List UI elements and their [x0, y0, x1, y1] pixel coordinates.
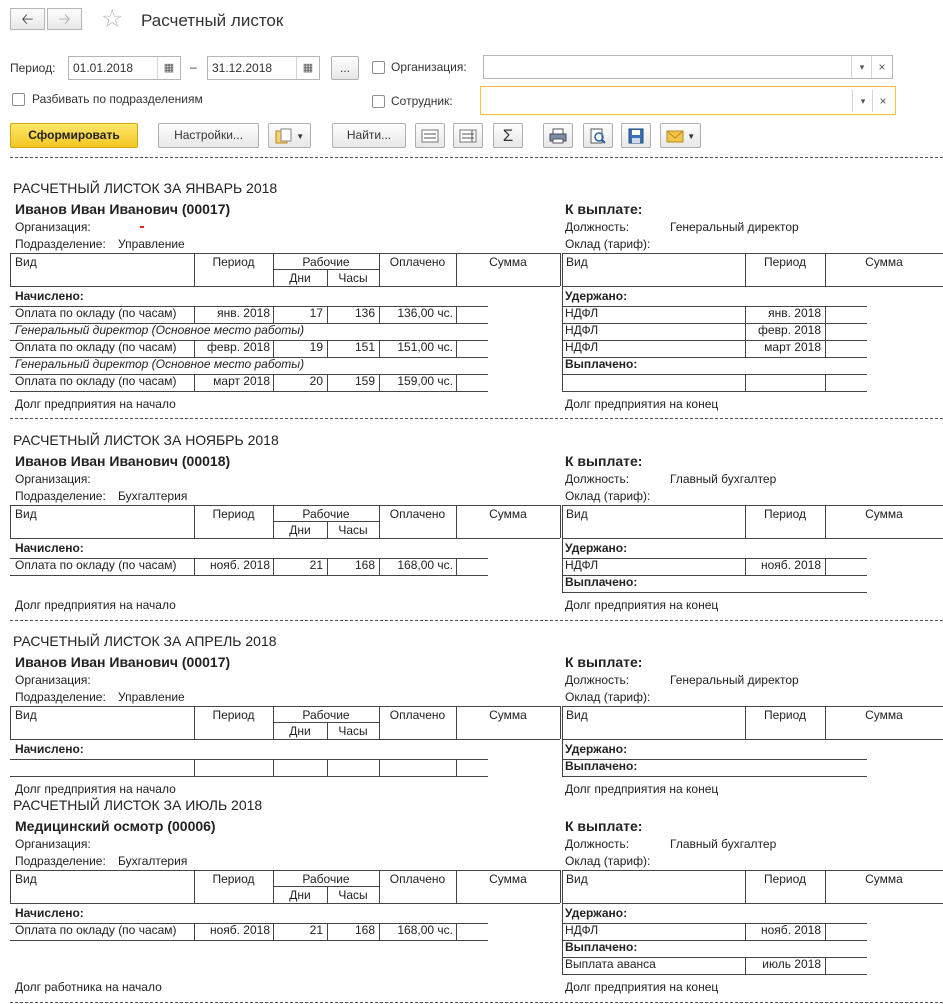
employee-name: Иванов Иван Иванович (00017) [15, 654, 231, 670]
debt-end-label: Долг предприятия на конец [565, 782, 719, 796]
split-by-department-label: Разбивать по подразделениям [32, 92, 203, 106]
accrual-period: март 2018 [213, 374, 270, 388]
table-border [194, 923, 195, 940]
find-button[interactable]: Найти... [332, 123, 406, 148]
slip-title: РАСЧЕТНЫЙ ЛИСТОК ЗА АПРЕЛЬ 2018 [13, 633, 277, 649]
table-border [562, 286, 563, 391]
debt-start-label: Долг предприятия на начало [15, 782, 176, 796]
department-value: Бухгалтерия [118, 489, 188, 503]
period-dash: – [190, 60, 197, 74]
table-border [560, 253, 561, 286]
accrual-period: нояб. 2018 [209, 558, 270, 572]
table-border [273, 886, 379, 887]
table-border [825, 323, 826, 340]
slip-title: РАСЧЕТНЫЙ ЛИСТОК ЗА ЯНВАРЬ 2018 [13, 180, 278, 196]
department-label: Подразделение: [15, 854, 106, 868]
page-separator [10, 418, 943, 419]
table-border [562, 592, 867, 593]
organization-input[interactable] [483, 55, 893, 79]
column-header: Сумма [489, 255, 527, 269]
position-value: Генеральный директор [670, 673, 799, 687]
debt-end-label: Долг предприятия на конец [565, 598, 719, 612]
table-border [194, 558, 195, 575]
table-border [10, 739, 560, 740]
date-to-value: 31.12.2018 [212, 61, 273, 75]
column-header: Сумма [865, 708, 903, 722]
table-border [562, 323, 867, 324]
to-pay-label: К выплате: [565, 818, 643, 834]
position-label: Должность: [565, 220, 630, 234]
column-header: Часы [338, 724, 368, 738]
table-border [327, 306, 328, 323]
table-border [562, 706, 563, 739]
column-header: Рабочие [302, 708, 350, 722]
accrual-kind: Оплата по окладу (по часам) [15, 306, 177, 320]
date-to-input[interactable] [207, 56, 320, 80]
table-border [10, 940, 488, 941]
table-border [379, 558, 380, 575]
department-value: Управление [118, 237, 185, 251]
table-border [745, 558, 746, 575]
column-header: Период [212, 507, 255, 521]
column-header: Сумма [489, 872, 527, 886]
accrual-hours: 168 [354, 923, 375, 937]
column-header: Период [212, 708, 255, 722]
accrual-paid: 159,00 чс. [397, 374, 453, 388]
table-border [562, 923, 867, 924]
envelope-icon [666, 129, 684, 143]
accrual-paid: 168,00 чс. [397, 923, 453, 937]
column-header: Дни [289, 523, 311, 537]
organization-label: Организация: [15, 673, 91, 687]
expand-groups-icon [459, 129, 477, 143]
print-preview-icon [589, 128, 607, 144]
paid-out-label: Выплачено: [565, 940, 638, 954]
position-label: Должность: [565, 472, 630, 486]
table-border [273, 269, 379, 270]
salary-label: Оклад (тариф): [565, 854, 651, 868]
withheld-label: Удержано: [565, 742, 628, 756]
department-label: Подразделение: [15, 489, 106, 503]
column-header: Часы [338, 271, 368, 285]
expand-groups-button[interactable] [453, 123, 483, 148]
deduction-kind: НДФЛ [565, 923, 599, 937]
organization-label: Организация: [15, 837, 91, 851]
calendar-icon[interactable]: ▦ [296, 57, 319, 79]
table-border [825, 340, 826, 357]
settings-button[interactable]: Настройки... [158, 123, 259, 148]
column-header: Часы [338, 888, 368, 902]
column-header: Период [763, 708, 807, 722]
table-border [456, 374, 457, 391]
department-label: Подразделение: [15, 237, 106, 251]
accrual-days: 21 [309, 558, 323, 572]
table-border [456, 340, 457, 357]
column-header: Вид [566, 507, 588, 521]
salary-label: Оклад (тариф): [565, 237, 651, 251]
table-border [379, 923, 380, 940]
sum-button[interactable]: Σ [493, 123, 523, 148]
deduction-kind: НДФЛ [565, 340, 599, 354]
star-icon[interactable]: ☆ [101, 5, 124, 33]
table-border [10, 776, 488, 777]
table-border [560, 706, 561, 739]
table-border [10, 870, 11, 903]
table-border [379, 374, 380, 391]
column-header: Вид [566, 708, 588, 722]
column-header: Вид [15, 708, 37, 722]
debt-end-label: Долг предприятия на конец [565, 397, 719, 411]
accrual-paid: 168,00 чс. [397, 558, 453, 572]
table-border [825, 374, 826, 391]
accrual-period: янв. 2018 [217, 306, 270, 320]
column-header: Оплачено [389, 708, 446, 722]
table-border [194, 306, 195, 323]
table-border [273, 521, 379, 522]
column-header: Сумма [489, 708, 527, 722]
paid-out-label: Выплачено: [565, 575, 638, 589]
table-border [562, 706, 943, 707]
paid-out-label: Выплачено: [565, 357, 638, 371]
payout-period: июль 2018 [762, 957, 821, 971]
page-title: Расчетный листок [141, 11, 284, 30]
table-border [194, 374, 195, 391]
column-header: Дни [289, 888, 311, 902]
table-border [562, 306, 867, 307]
slip-title: РАСЧЕТНЫЙ ЛИСТОК ЗА ИЮЛЬ 2018 [13, 797, 263, 813]
deduction-period: февр. 2018 [758, 323, 821, 337]
column-header: Оплачено [389, 255, 446, 269]
debt-start-label: Долг предприятия на начало [15, 397, 176, 411]
table-border [327, 558, 328, 575]
generate-button[interactable]: Сформировать [10, 123, 138, 148]
debt-end-label: Долг предприятия на конец [565, 980, 719, 994]
table-border [273, 923, 274, 940]
table-border [562, 505, 943, 506]
table-border [10, 706, 11, 739]
employee-name: Медицинский осмотр (00006) [15, 818, 216, 834]
accrual-kind: Оплата по окладу (по часам) [15, 923, 177, 937]
paid-out-label: Выплачено: [565, 759, 638, 773]
position-value: Главный бухгалтер [670, 837, 777, 851]
page-separator [10, 620, 943, 621]
table-border [825, 923, 826, 940]
send-email-button[interactable] [660, 123, 701, 148]
withheld-label: Удержано: [565, 289, 628, 303]
table-border [10, 253, 11, 286]
payout-kind: Выплата аванса [565, 957, 656, 971]
calendar-icon[interactable]: ▦ [157, 57, 180, 79]
arrow-right-icon: 🡢 [58, 11, 71, 28]
debt-start-label: Долг работника на начало [15, 980, 162, 994]
collapse-groups-icon [421, 129, 439, 143]
table-border [10, 706, 560, 707]
payslip-report[interactable] [0, 150, 943, 1004]
table-border [562, 974, 867, 975]
column-header: Сумма [865, 872, 903, 886]
table-border [562, 739, 563, 776]
table-border [194, 759, 195, 776]
column-header: Период [763, 255, 807, 269]
table-border [562, 505, 563, 538]
variants-button[interactable] [268, 123, 311, 148]
page-separator [10, 1002, 943, 1003]
accrual-hours: 168 [354, 558, 375, 572]
position-label: Должность: [565, 673, 630, 687]
position-note: Генеральный директор (Основное место работы) [15, 357, 305, 371]
table-border [10, 538, 560, 539]
position-label: Должность: [565, 837, 630, 851]
table-border [825, 558, 826, 575]
column-header: Сумма [865, 507, 903, 521]
table-border [10, 903, 560, 904]
column-header: Оплачено [389, 507, 446, 521]
collapse-groups-button[interactable] [415, 123, 445, 148]
deduction-kind: НДФЛ [565, 323, 599, 337]
employee-label: Сотрудник: [391, 94, 453, 108]
column-header: Период [763, 507, 807, 521]
table-border [562, 391, 867, 392]
period-label: Период: [10, 61, 56, 75]
table-border [273, 558, 274, 575]
report-variants-icon [275, 128, 293, 144]
dropdown-icon[interactable]: ▾ [851, 56, 872, 78]
table-border [562, 286, 943, 287]
to-pay-label: К выплате: [565, 654, 643, 670]
chevron-down-icon: ▼ [687, 132, 696, 141]
redaction-mark [140, 226, 144, 228]
column-header: Вид [15, 872, 37, 886]
table-border [379, 306, 380, 323]
table-border [327, 923, 328, 940]
dropdown-icon[interactable]: ▾ [852, 90, 873, 112]
position-value: Генеральный директор [670, 220, 799, 234]
table-border [825, 306, 826, 323]
column-header: Часы [338, 523, 368, 537]
table-border [745, 306, 746, 323]
organization-label: Организация: [391, 60, 467, 74]
slip-title: РАСЧЕТНЫЙ ЛИСТОК ЗА НОЯБРЬ 2018 [13, 432, 279, 448]
employee-input[interactable] [480, 86, 896, 115]
table-border [10, 391, 488, 392]
employee-name: Иванов Иван Иванович (00017) [15, 201, 231, 217]
table-border [562, 538, 943, 539]
accrual-days: 19 [309, 340, 323, 354]
table-border [562, 903, 943, 904]
accrual-days: 21 [309, 923, 323, 937]
accrued-label: Начислено: [15, 906, 84, 920]
chevron-down-icon: ▼ [296, 132, 305, 141]
floppy-disk-icon [628, 128, 644, 144]
table-border [562, 870, 563, 903]
table-border [562, 253, 563, 286]
table-border [745, 923, 746, 940]
column-header: Сумма [865, 255, 903, 269]
table-border [10, 505, 11, 538]
column-header: Рабочие [302, 507, 350, 521]
accrual-kind: Оплата по окладу (по часам) [15, 374, 177, 388]
deduction-period: март 2018 [764, 340, 821, 354]
split-by-department-checkbox[interactable] [12, 93, 25, 106]
save-button[interactable] [621, 123, 651, 148]
department-value: Управление [118, 690, 185, 704]
employee-checkbox[interactable] [372, 95, 385, 108]
accrued-label: Начислено: [15, 541, 84, 555]
deduction-period: нояб. 2018 [760, 923, 821, 937]
accrual-days: 20 [309, 374, 323, 388]
forward-button[interactable] [47, 8, 82, 30]
clear-icon[interactable]: × [871, 56, 892, 78]
salary-label: Оклад (тариф): [565, 489, 651, 503]
period-choose-button[interactable]: ... [331, 56, 359, 80]
accrual-paid: 151,00 чс. [397, 340, 453, 354]
column-header: Вид [566, 255, 588, 269]
table-border [273, 722, 379, 723]
column-header: Дни [289, 271, 311, 285]
table-border [456, 759, 457, 776]
table-border [10, 870, 560, 871]
accrual-kind: Оплата по окладу (по часам) [15, 340, 177, 354]
withheld-label: Удержано: [565, 906, 628, 920]
table-border [562, 374, 867, 375]
position-note: Генеральный директор (Основное место работы) [15, 323, 305, 337]
table-border [327, 374, 328, 391]
arrow-left-icon: 🡠 [21, 11, 34, 28]
salary-label: Оклад (тариф): [565, 690, 651, 704]
deduction-period: нояб. 2018 [760, 558, 821, 572]
accrual-hours: 136 [354, 306, 375, 320]
debt-start-label: Долг предприятия на начало [15, 598, 176, 612]
table-border [379, 340, 380, 357]
date-from-input[interactable] [68, 56, 181, 80]
table-border [327, 340, 328, 357]
table-border [273, 306, 274, 323]
printer-icon [549, 128, 567, 144]
deduction-kind: НДФЛ [565, 306, 599, 320]
table-border [825, 957, 826, 974]
table-border [562, 776, 867, 777]
back-button[interactable] [10, 8, 45, 30]
table-border [562, 538, 563, 592]
table-border [562, 903, 563, 974]
page-separator [10, 157, 943, 158]
position-value: Главный бухгалтер [670, 472, 777, 486]
table-border [10, 505, 560, 506]
accrual-hours: 159 [354, 374, 375, 388]
table-border [560, 870, 561, 903]
date-from-value: 01.01.2018 [73, 61, 134, 75]
table-border [745, 323, 746, 340]
table-border [10, 286, 560, 287]
accrual-kind: Оплата по окладу (по часам) [15, 558, 177, 572]
table-border [273, 759, 274, 776]
table-border [745, 957, 746, 974]
table-border [562, 739, 943, 740]
preview-button[interactable] [583, 123, 613, 148]
accrual-hours: 151 [354, 340, 375, 354]
column-header: Рабочие [302, 255, 350, 269]
table-border [10, 759, 488, 760]
table-border [562, 558, 867, 559]
accrual-period: февр. 2018 [207, 340, 270, 354]
table-border [560, 505, 561, 538]
accrual-paid: 136,00 чс. [397, 306, 453, 320]
table-border [562, 253, 943, 254]
withheld-label: Удержано: [565, 541, 628, 555]
table-border [456, 923, 457, 940]
table-border [273, 340, 274, 357]
column-header: Оплачено [389, 872, 446, 886]
table-border [194, 340, 195, 357]
table-border [745, 340, 746, 357]
organization-label: Организация: [15, 220, 91, 234]
table-border [562, 340, 867, 341]
accrued-label: Начислено: [15, 742, 84, 756]
accrued-label: Начислено: [15, 289, 84, 303]
table-border [10, 575, 488, 576]
organization-label: Организация: [15, 472, 91, 486]
organization-checkbox[interactable] [372, 61, 385, 74]
accrual-period: нояб. 2018 [209, 923, 270, 937]
table-border [273, 374, 274, 391]
employee-name: Иванов Иван Иванович (00018) [15, 453, 231, 469]
table-border [327, 759, 328, 776]
table-border [456, 558, 457, 575]
column-header: Период [212, 872, 255, 886]
table-border [456, 306, 457, 323]
table-border [379, 759, 380, 776]
column-header: Вид [15, 255, 37, 269]
department-value: Бухгалтерия [118, 854, 188, 868]
column-header: Вид [566, 872, 588, 886]
column-header: Сумма [489, 507, 527, 521]
accrual-days: 17 [309, 306, 323, 320]
print-button[interactable] [543, 123, 573, 148]
table-border [10, 253, 560, 254]
clear-icon[interactable]: × [872, 90, 893, 112]
column-header: Дни [289, 724, 311, 738]
column-header: Период [212, 255, 255, 269]
department-label: Подразделение: [15, 690, 106, 704]
column-header: Вид [15, 507, 37, 521]
deduction-kind: НДФЛ [565, 558, 599, 572]
column-header: Рабочие [302, 872, 350, 886]
to-pay-label: К выплате: [565, 453, 643, 469]
column-header: Период [763, 872, 807, 886]
to-pay-label: К выплате: [565, 201, 643, 217]
table-border [562, 870, 943, 871]
deduction-period: янв. 2018 [768, 306, 821, 320]
table-border [745, 374, 746, 391]
